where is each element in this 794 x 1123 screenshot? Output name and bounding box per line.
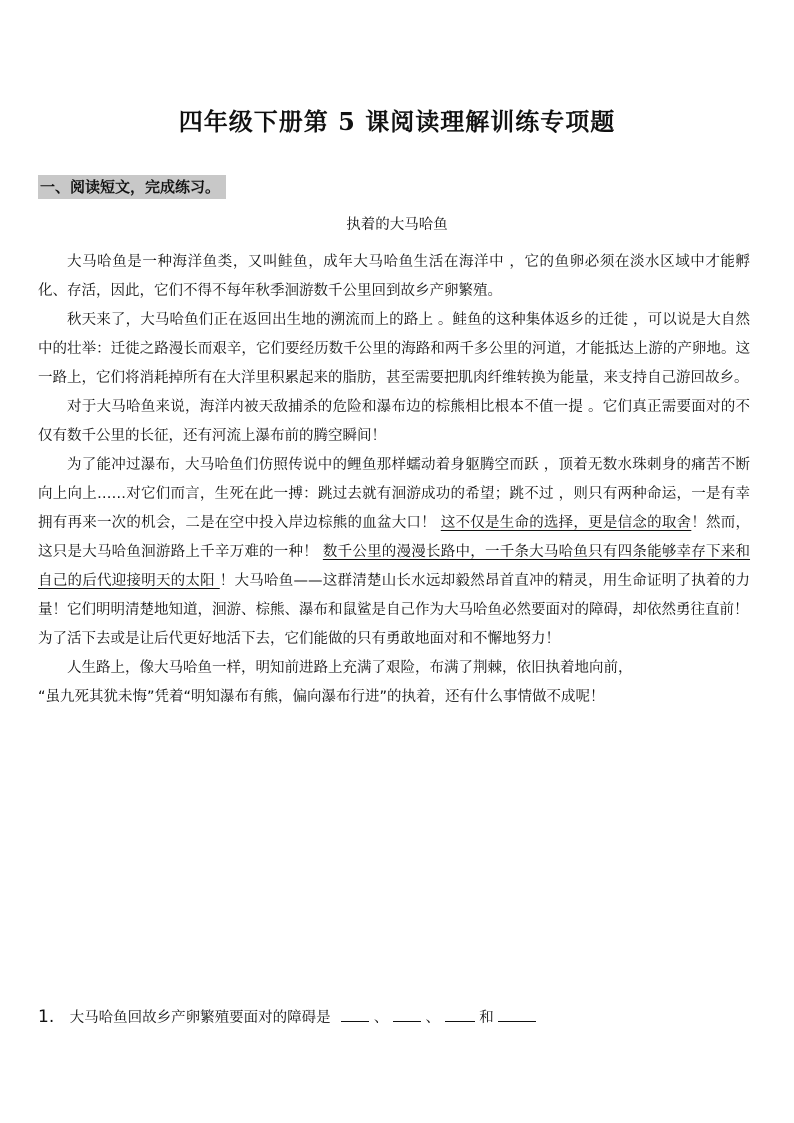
paragraph-4-text-c: ！大马哈鱼——这群清楚山长水远却毅然昂首直冲的精灵，用生命证明了执着的力量！它们明明清楚地知道，洄游、棕熊、瀑布和鼠鲨是自己作为大马哈鱼必然要面对的障碍，却依然勇往直前！ [38, 573, 751, 618]
paragraph-4-text-b: ！然而，这只是大马哈鱼洄游路上千辛万难的一种！ [38, 515, 751, 560]
passage-body [38, 248, 750, 712]
page-title: 四年级下册第 5 课阅读理解训练专项题 [178, 107, 616, 136]
paragraph-3: 对于大马哈鱼来说，海洋内被天敌捕杀的危险和瀑布边的棕熊相比根本不值一提 。它们真正需要面对的不仅有数千公里的长征，还有河流上瀑布前的腾空瞬间！ [38, 399, 750, 444]
paragraph-4-text-a: 为了能冲过瀑布，大马哈鱼们仿照传说中的鲤鱼那样蠕动着身躯腾空而跃 ，顶着无数水珠刺身的痛苦不断向上向上……对它们而言，生死在此一搏：跳过去就有洄游成功的希望；跳不过 ，则只有两种命运，一是有幸拥有再来一次的机会，二是在空中投入岸边棕熊的血盆大口！ [38, 457, 750, 531]
blank-and: 和 [479, 1010, 494, 1026]
blank-separator-1: 、 [373, 1010, 389, 1026]
question-number: 1. [38, 1007, 55, 1027]
paragraph-5: 为了活下去或是让后代更好地活下去，它们能做的只有勇敢地面对和不懈地努力！ [38, 631, 560, 647]
paragraph-1: 大马哈鱼是一种海洋鱼类，又叫鲑鱼，成年大马哈鱼生活在海洋中 ，它的鱼卵必须在淡水区域中才能孵化、存活，因此，它们不得不每年秋季洄游数千公里回到故乡产卵繁殖。 [38, 254, 750, 299]
passage-title: 执着的大马哈鱼 [346, 217, 448, 233]
underlined-sentence-1: 这不仅是生命的选择，更是信念的取舍 [440, 515, 692, 531]
answer-blank-2[interactable] [393, 1005, 421, 1022]
answer-blank-1[interactable] [341, 1005, 369, 1022]
paragraph-2: 秋天来了，大马哈鱼们正在返回出生地的溯流而上的路上 。鲑鱼的这种集体返乡的迁徙 ，可以说是大自然中的壮举：迁徙之路漫长而艰辛，它们要经历数千公里的海路和两千多公里的河道，才能抵达上游的产卵地。这一路上，它们将消耗掉所有在大洋里积累起来的脂肪，甚至需要把肌肉纤维转换为能量，来支持自己游回故乡。 [38, 312, 750, 386]
section-heading: 一、阅读短文，完成练习。 [38, 175, 226, 199]
blank-separator-2: 、 [425, 1010, 441, 1026]
question-text: 大马哈鱼回故乡产卵繁殖要面对的障碍是 [69, 1010, 331, 1026]
answer-blank-4[interactable] [498, 1005, 536, 1022]
answer-blank-3[interactable] [445, 1005, 475, 1022]
paragraph-6: 人生路上，像大马哈鱼一样，明知前进路上充满了艰险，布满了荆棘，依旧执着地向前， [67, 660, 633, 676]
question-1 [38, 1003, 750, 1033]
underlined-sentence-2: 数千公里的漫漫长路中，一千条大马哈鱼只有四条能够幸存下来和自己的后代迎接明天的太阳 [38, 544, 751, 589]
paragraph-7: “虽九死其犹未悔”凭着“明知瀑布有熊，偏向瀑布行进”的执着，还有什么事情做不成呢！ [38, 689, 605, 705]
paragraph-4 [38, 451, 750, 625]
